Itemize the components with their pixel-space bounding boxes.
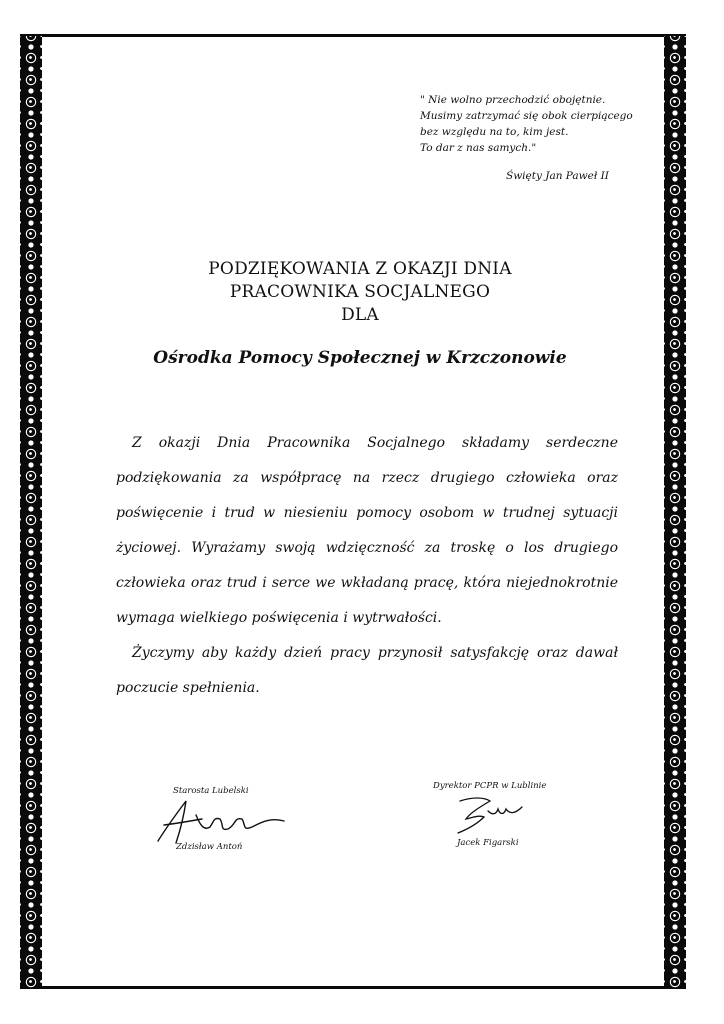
left-signatory-name: Zdzisław Antoń (176, 842, 243, 852)
title-line-2: PRACOWNIKA SOCJALNEGO (229, 282, 491, 302)
body-paragraph-2: Życzymy aby każdy dzień pracy przynosił satysfakcję oraz dawał poczucie spełnienia. (116, 645, 618, 696)
quote-line: bez względu na to, kim jest. (420, 126, 569, 138)
quote-line: " Nie wolno przechodzić obojętnie. (420, 94, 606, 106)
right-signatory-title: Dyrektor PCPR w Lublinie (433, 781, 547, 791)
body-paragraph-1: Z okazji Dnia Pracownika Socjalnego składamy serdeczne podziękowania za współpracę na rzecz drugiego człowieka oraz poświęcenie i trud w niesieniu pomocy osobom w trudnej sytuacji życiowej. Wyrażamy swoją wdzięczność za troskę o los drugiego człowieka oraz trud i serce we wkładaną pracę, która niejednokrotnie wymaga wielkiego poświęcenia i wytrwałości. (116, 435, 618, 626)
ornamental-border-left (20, 36, 42, 988)
title-line-3: DLA (341, 305, 379, 325)
left-signatory-title: Starosta Lubelski (173, 786, 249, 796)
letter-body (116, 426, 618, 706)
quote-line: Musimy zatrzymać się obok cierpiącego (420, 110, 633, 122)
right-signature-scribble (450, 793, 530, 838)
title-line-1: PODZIĘKOWANIA Z OKAZJI DNIA (208, 259, 512, 279)
quote-author: Święty Jan Paweł II (506, 170, 609, 182)
epigraph-quote (420, 92, 650, 156)
right-signatory-name: Jacek Figarski (457, 838, 519, 848)
recipient-name: Ośrodka Pomocy Społecznej w Krzczonowie (153, 348, 567, 368)
frame-bottom-rule (20, 986, 686, 989)
quote-line: To dar z nas samych." (420, 142, 537, 154)
ornamental-border-right (664, 36, 686, 988)
frame-top-rule (20, 34, 686, 37)
document-title (60, 258, 660, 327)
